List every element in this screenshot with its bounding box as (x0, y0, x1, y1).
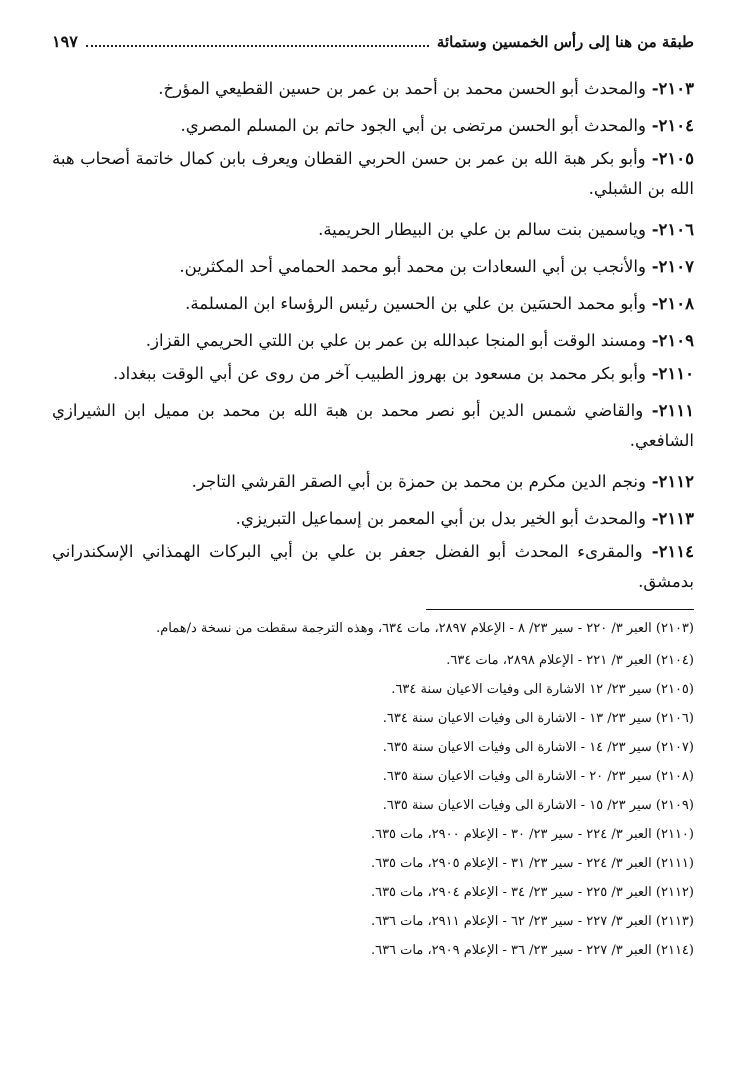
footnote-number: ٢١٠٣ (660, 621, 689, 636)
entry-2113: ٢١١٣- والمحدث أبو الخير بدل بن أبي المعمر بن إسماعيل التبريزي. (235, 509, 694, 528)
entry-number: ٢١١٠ (658, 364, 694, 383)
book-page (52, 32, 694, 965)
footnote-text: سير ٢٣/ ٢٠ - الاشارة الى وفيات الاعيان سنة ٦٣٥. (382, 769, 652, 784)
footnote-number: ٢١١٢ (660, 885, 689, 900)
footnote-text: سير ٢٣/ ١٣ - الاشارة الى وفيات الاعيان سنة ٦٣٤. (382, 711, 652, 726)
entry-2112: ٢١١٢- ونجم الدين مكرم بن محمد بن حمزة بن أبي الصقر القرشي التاجر. (191, 472, 694, 491)
footnote-2104: (٢١٠٤) العبر ٣/ ٢٢١ - الإعلام ٢٨٩٨، مات ٦٣٤. (446, 653, 694, 668)
entry-number: ٢١٠٧ (658, 257, 694, 276)
entry-number: ٢١١٣ (658, 509, 694, 528)
footnote-number: ٢١٠٧ (660, 740, 689, 755)
footnote-text: سير ٢٣/ ١٢ الاشارة الى وفيات الاعيان سنة ٦٣٤. (391, 682, 652, 697)
leader-dots (86, 45, 429, 47)
entry-number: ٢١٠٨ (658, 294, 694, 313)
entry-text: والمقرىء المحدث أبو الفضل جعفر بن علي بن أبي البركات الهمذاني الإسكندراني بدمشق. (52, 542, 694, 591)
running-title: طبقة من هنا إلى رأس الخمسين وستمائة (436, 33, 694, 51)
footnote-2111: (٢١١١) العبر ٣/ ٢٢٤ - سير ٢٣/ ٣١ - الإعلام ٢٩٠٥، مات ٦٣٥. (370, 856, 694, 871)
entry-text: وأبو بكر محمد بن مسعود بن بهروز الطبيب آخر من روى عن أبي الوقت ببغداد. (113, 364, 646, 383)
entry-2104: ٢١٠٤- والمحدث أبو الحسن مرتضى بن أبي الجود حاتم بن المسلم المصري. (180, 116, 694, 135)
page-number: ١٩٧ (52, 32, 78, 51)
entry-number: ٢١١١ (658, 401, 695, 420)
entry-2103: ٢١٠٣- والمحدث أبو الحسن محمد بن أحمد بن عمر بن حسين القطيعي المؤرخ. (158, 79, 694, 98)
entry-text: والمحدث أبو الحسن مرتضى بن أبي الجود حاتم بن المسلم المصري. (180, 116, 646, 135)
footnote-2107: (٢١٠٧) سير ٢٣/ ١٤ - الاشارة الى وفيات الاعيان سنة ٦٣٥. (382, 740, 694, 755)
entry-number: ٢١٠٦ (658, 220, 694, 239)
footnote-text: العبر ٣/ ٢٢٥ - سير ٢٣/ ٣٤ - الإعلام ٢٩٠٤، مات ٦٣٥. (370, 885, 652, 900)
entry-2114: ٢١١٤- والمقرىء المحدث أبو الفضل جعفر بن علي بن أبي البركات الهمذاني الإسكندراني بدمشق. (52, 542, 695, 591)
footnote-text: العبر ٣/ ٢٢٠ - سير ٢٣/ ٨ - الإعلام ٢٨٩٧، مات ٦٣٤، وهذه الترجمة سقطت من نسخة د/همام. (156, 621, 652, 636)
entry-text: والقاضي شمس الدين أبو نصر محمد بن هبة الله بن محمد بن مميل ابن الشيرازي الشافعي. (52, 401, 694, 450)
entry-text: والمحدث أبو الحسن محمد بن أحمد بن عمر بن حسين القطيعي المؤرخ. (158, 79, 646, 98)
entry-text: وياسمين بنت سالم بن علي بن البيطار الحريمية. (318, 220, 646, 239)
footnotes-list (52, 618, 694, 965)
footnote-2114: (٢١١٤) العبر ٣/ ٢٢٧ - سير ٢٣/ ٣٦ - الإعلام ٢٩٠٩، مات ٦٣٦. (370, 943, 694, 958)
entry-text: ومسند الوقت أبو المنجا عبدالله بن عمر بن علي بن اللتي الحريمي القزاز. (145, 331, 646, 350)
footnote-number: ٢١٠٥ (660, 682, 689, 697)
entry-number: ٢١٠٤ (658, 116, 694, 135)
footnote-number: ٢١٠٨ (660, 769, 689, 784)
footnote-text: العبر ٣/ ٢٢٤ - سير ٢٣/ ٣٠ - الإعلام ٢٩٠٠، مات ٦٣٥. (370, 827, 652, 842)
footnote-2103: (٢١٠٣) العبر ٣/ ٢٢٠ - سير ٢٣/ ٨ - الإعلام ٢٨٩٧، مات ٦٣٤، وهذه الترجمة سقطت من نسخة د/همام. (156, 621, 694, 636)
footnote-number: ٢١٠٤ (660, 653, 689, 668)
footnote-number: ٢١١٠ (660, 827, 689, 842)
footnote-divider (426, 609, 694, 610)
footnote-number: ٢١١١ (660, 856, 689, 871)
entry-number: ٢١١٤ (658, 542, 695, 561)
entry-2105: ٢١٠٥- وأبو بكر هبة الله بن عمر بن حسن الحربي القطان ويعرف بابن كمال خاتمة أصحاب هبة الله بن الشبلي. (52, 149, 695, 198)
footnote-2112: (٢١١٢) العبر ٣/ ٢٢٥ - سير ٢٣/ ٣٤ - الإعلام ٢٩٠٤، مات ٦٣٥. (370, 885, 694, 900)
running-header (52, 32, 694, 66)
footnote-text: سير ٢٣/ ١٥ - الاشارة الى وفيات الاعيان سنة ٦٣٥. (382, 798, 652, 813)
footnote-number: ٢١١٣ (660, 914, 689, 929)
entry-text: والأنجب بن أبي السعادات بن محمد أبو محمد الحمامي أحد المكثرين. (179, 257, 646, 276)
entries-list (52, 70, 694, 597)
entry-2106: ٢١٠٦- وياسمين بنت سالم بن علي بن البيطار الحريمية. (318, 220, 694, 239)
footnote-text: العبر ٣/ ٢٢٧ - سير ٢٣/ ٣٦ - الإعلام ٢٩٠٩، مات ٦٣٦. (370, 943, 652, 958)
footnote-2110: (٢١١٠) العبر ٣/ ٢٢٤ - سير ٢٣/ ٣٠ - الإعلام ٢٩٠٠، مات ٦٣٥. (370, 827, 694, 842)
entry-number: ٢١٠٣ (658, 79, 694, 98)
footnote-text: العبر ٣/ ٢٢٤ - سير ٢٣/ ٣١ - الإعلام ٢٩٠٥، مات ٦٣٥. (370, 856, 652, 871)
entry-text: وأبو محمد الحسَين بن علي بن الحسين رئيس الرؤساء ابن المسلمة. (185, 294, 646, 313)
footnote-2108: (٢١٠٨) سير ٢٣/ ٢٠ - الاشارة الى وفيات الاعيان سنة ٦٣٥. (382, 769, 694, 784)
entry-number: ٢١٠٥ (658, 149, 695, 168)
entry-text: والمحدث أبو الخير بدل بن أبي المعمر بن إسماعيل التبريزي. (235, 509, 646, 528)
entry-number: ٢١١٢ (658, 472, 694, 491)
entry-2109: ٢١٠٩- ومسند الوقت أبو المنجا عبدالله بن عمر بن علي بن اللتي الحريمي القزاز. (145, 331, 694, 350)
footnote-text: العبر ٣/ ٢٢١ - الإعلام ٢٨٩٨، مات ٦٣٤. (446, 653, 652, 668)
footnote-text: العبر ٣/ ٢٢٧ - سير ٢٣/ ٦٢ - الإعلام ٢٩١١، مات ٦٣٦. (370, 914, 652, 929)
entry-number: ٢١٠٩ (658, 331, 694, 350)
entry-text: وأبو بكر هبة الله بن عمر بن حسن الحربي القطان ويعرف بابن كمال خاتمة أصحاب هبة الله بن الشبلي. (52, 149, 694, 198)
entry-2108: ٢١٠٨- وأبو محمد الحسَين بن علي بن الحسين رئيس الرؤساء ابن المسلمة. (185, 294, 694, 313)
entry-2111: ٢١١١- والقاضي شمس الدين أبو نصر محمد بن هبة الله بن محمد بن مميل ابن الشيرازي الشافعي. (52, 401, 695, 450)
footnote-text: سير ٢٣/ ١٤ - الاشارة الى وفيات الاعيان سنة ٦٣٥. (382, 740, 652, 755)
footnote-2105: (٢١٠٥) سير ٢٣/ ١٢ الاشارة الى وفيات الاعيان سنة ٦٣٤. (391, 682, 694, 697)
entry-2110: ٢١١٠- وأبو بكر محمد بن مسعود بن بهروز الطبيب آخر من روى عن أبي الوقت ببغداد. (113, 364, 694, 383)
footnote-2113: (٢١١٣) العبر ٣/ ٢٢٧ - سير ٢٣/ ٦٢ - الإعلام ٢٩١١، مات ٦٣٦. (370, 914, 694, 929)
footnote-number: ٢١٠٦ (660, 711, 689, 726)
footnote-2106: (٢١٠٦) سير ٢٣/ ١٣ - الاشارة الى وفيات الاعيان سنة ٦٣٤. (382, 711, 694, 726)
entry-text: ونجم الدين مكرم بن محمد بن حمزة بن أبي الصقر القرشي التاجر. (191, 472, 646, 491)
entry-2107: ٢١٠٧- والأنجب بن أبي السعادات بن محمد أبو محمد الحمامي أحد المكثرين. (179, 257, 694, 276)
footnote-number: ٢١١٤ (660, 943, 689, 958)
footnote-number: ٢١٠٩ (660, 798, 689, 813)
footnote-2109: (٢١٠٩) سير ٢٣/ ١٥ - الاشارة الى وفيات الاعيان سنة ٦٣٥. (382, 798, 694, 813)
